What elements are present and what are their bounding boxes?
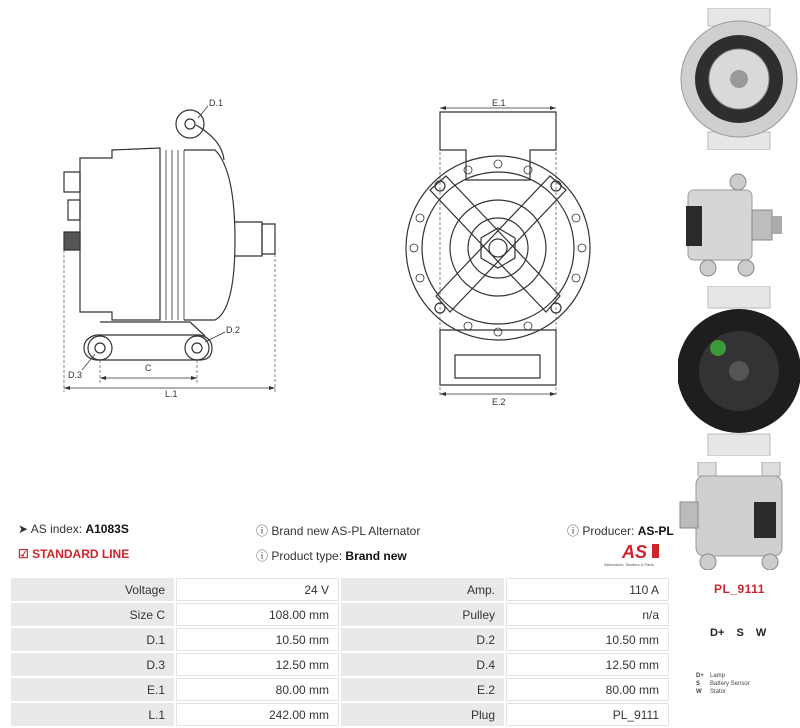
spec-value: 80.00 mm bbox=[176, 678, 339, 701]
legend-row: S Battery Sensor bbox=[696, 681, 750, 687]
product-type bbox=[256, 547, 407, 564]
spec-value: 12.50 mm bbox=[506, 653, 669, 676]
spec-label: Voltage bbox=[11, 578, 174, 601]
spec-value: 12.50 mm bbox=[176, 653, 339, 676]
producer-label: Producer: bbox=[582, 524, 635, 538]
as-index-value: A1083S bbox=[85, 522, 129, 536]
legend-row: D+ Lamp bbox=[696, 673, 726, 679]
legend-row: W Stator bbox=[696, 689, 727, 695]
info-circle-icon: ⓘ bbox=[256, 524, 269, 538]
spec-label: L.1 bbox=[11, 703, 174, 726]
info-circle-icon: ⓘ bbox=[256, 549, 269, 563]
spec-label: D.2 bbox=[341, 628, 504, 651]
spec-value: 24 V bbox=[176, 578, 339, 601]
spec-label: Amp. bbox=[341, 578, 504, 601]
terminal-label: W bbox=[755, 627, 767, 639]
svg-text:AS: AS bbox=[622, 542, 648, 562]
photo-side bbox=[678, 172, 800, 278]
checkbox-icon: ☑ bbox=[18, 547, 29, 561]
label-c: C bbox=[145, 363, 152, 373]
as-logo bbox=[604, 538, 666, 568]
terminal-label: S bbox=[736, 627, 744, 639]
label-e2: E.2 bbox=[492, 397, 506, 407]
spec-value: 10.50 mm bbox=[176, 628, 339, 651]
spec-value: 108.00 mm bbox=[176, 603, 339, 626]
spec-table bbox=[9, 576, 671, 728]
product-photos bbox=[678, 0, 800, 728]
label-e1: E.1 bbox=[492, 98, 506, 108]
table-row bbox=[11, 578, 669, 601]
brand-new-label: Brand new AS-PL Alternator bbox=[271, 524, 421, 538]
spec-label: D.4 bbox=[341, 653, 504, 676]
spec-label: Plug bbox=[341, 703, 504, 726]
table-row bbox=[11, 628, 669, 651]
photo-angle bbox=[678, 462, 800, 570]
spec-value: n/a bbox=[506, 603, 669, 626]
spec-value: 242.00 mm bbox=[176, 703, 339, 726]
standard-line-label: STANDARD LINE bbox=[32, 547, 130, 561]
terminal-label: D+ bbox=[710, 627, 725, 639]
spec-value: 80.00 mm bbox=[506, 678, 669, 701]
spec-label: E.1 bbox=[11, 678, 174, 701]
producer bbox=[567, 522, 674, 539]
label-l1: L.1 bbox=[165, 389, 178, 399]
label-d3: D.3 bbox=[68, 370, 83, 380]
spec-value: 110 A bbox=[506, 578, 669, 601]
as-index-label: AS index: bbox=[30, 522, 83, 536]
svg-text:Alternators, Starters & Parts: Alternators, Starters & Parts bbox=[604, 562, 654, 567]
table-row bbox=[11, 678, 669, 701]
plug-legend bbox=[696, 672, 750, 696]
product-type-label: Product type: bbox=[271, 549, 343, 563]
spec-label: Pulley bbox=[341, 603, 504, 626]
tag-icon: ➤ bbox=[18, 522, 29, 536]
standard-line bbox=[18, 547, 129, 561]
spec-label: Size C bbox=[11, 603, 174, 626]
technical-drawing bbox=[0, 0, 678, 410]
producer-value: AS-PL bbox=[637, 524, 674, 538]
spec-value: 10.50 mm bbox=[506, 628, 669, 651]
info-circle-icon: ⓘ bbox=[567, 524, 580, 538]
table-row bbox=[11, 653, 669, 676]
plug-part-number[interactable]: PL_9111 bbox=[714, 582, 765, 596]
label-d1: D.1 bbox=[209, 98, 224, 108]
spec-label: D.3 bbox=[11, 653, 174, 676]
spec-value: PL_9111 bbox=[506, 703, 669, 726]
table-row bbox=[11, 603, 669, 626]
spec-label: D.1 bbox=[11, 628, 174, 651]
spec-label: E.2 bbox=[341, 678, 504, 701]
plug-terminals bbox=[710, 627, 775, 639]
brand-new bbox=[256, 522, 420, 539]
photo-front bbox=[678, 8, 800, 150]
table-row bbox=[11, 703, 669, 726]
product-type-value: Brand new bbox=[345, 549, 407, 563]
photo-rear bbox=[678, 286, 800, 456]
as-index bbox=[18, 522, 129, 536]
label-d2: D.2 bbox=[226, 325, 241, 335]
